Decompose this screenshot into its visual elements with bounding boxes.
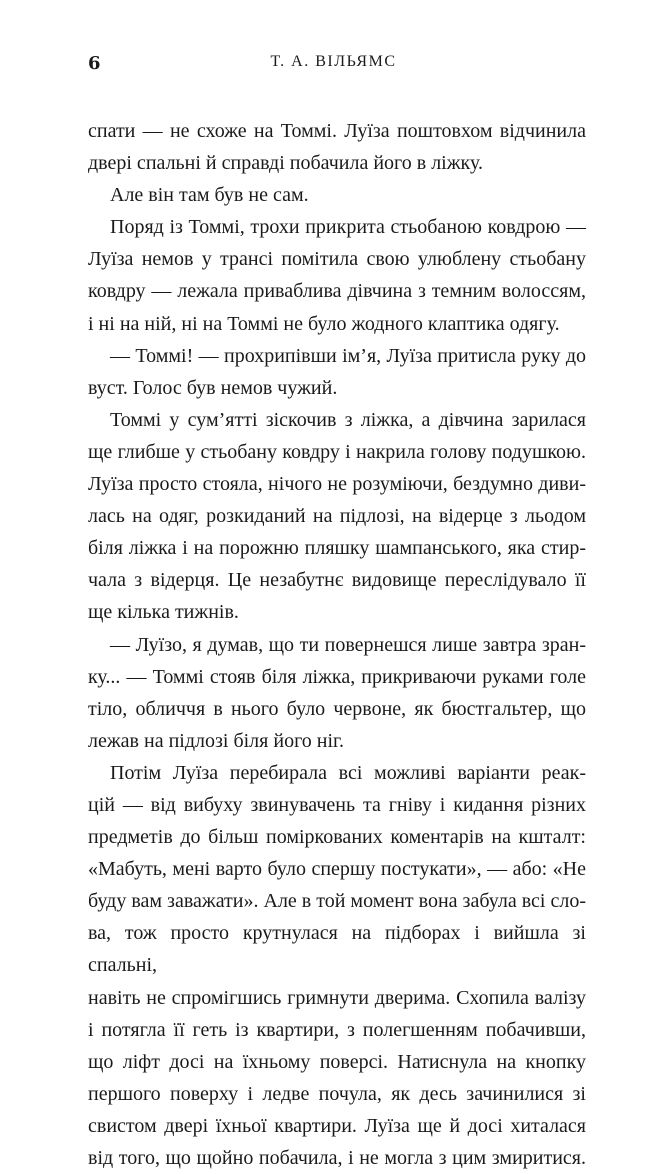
text-line: першого поверху і ледве почула, як десь зачинилися зі (88, 1082, 586, 1105)
text-line: біля ліжка і на порожню пляшку шампанського, яка стир- (88, 537, 586, 560)
text-line: двері спальні й справді побачила його в ліжку. (88, 152, 483, 175)
body-text (88, 115, 586, 1174)
text-line: — Луїзо, я думав, що ти повернешся лише завтра зран- (110, 633, 586, 656)
page-header (88, 53, 579, 79)
text-line: Потім Луїза перебирала всі можливі варіанти реак- (110, 761, 586, 784)
text-line: Луїза немов у трансі помітила свою улюблену стьобану (88, 248, 586, 271)
text-line: «Мабуть, мені варто було спершу постукати», — або: «Не (88, 858, 586, 881)
text-line: чала з відерця. Це незабутнє видовище переслідувало її (88, 569, 586, 592)
text-line: навіть не спромігшись гримнути дверима. Схопила валізу (88, 986, 586, 1009)
text-line: від того, що щойно побачила, і не могла з цим змиритися. (88, 1147, 586, 1169)
text-line: ку... — Томмі стояв біля ліжка, прикриваючи руками голе (88, 665, 586, 688)
text-line: лежав на підлозі біля його ніг. (88, 729, 344, 752)
text-line: тіло, обличчя в нього було червоне, як бюстгальтер, що (88, 697, 586, 720)
text-line: — Томмі! — прохрипівши ім’я, Луїза притисла руку до (110, 344, 586, 367)
text-line: Поряд із Томмі, трохи прикрита стьобаною ковдрою — (110, 216, 586, 239)
text-line: предметів до більш поміркованих коментарів на кшталт: (88, 826, 586, 849)
text-line: ковдру — лежала приваблива дівчина з темним волоссям, (88, 280, 586, 303)
text-line: Луїза просто стояла, нічого не розуміючи, бездумно диви- (88, 473, 586, 496)
running-head: Т. А. ВІЛЬЯМС (270, 53, 397, 70)
page-number: 6 (88, 53, 101, 74)
text-line: цій — від вибуху звинувачень та гніву і кидання різних (88, 793, 586, 816)
text-line: Але він там був не сам. (110, 184, 309, 207)
text-line: що ліфт досі на їхньому поверсі. Натиснула на кнопку (88, 1050, 586, 1073)
text-line: ще кілька тижнів. (88, 601, 239, 624)
text-line: і потягла її геть із квартири, з полегшенням побачивши, (88, 1018, 586, 1041)
text-line: вуст. Голос був немов чужий. (88, 376, 338, 399)
text-line: Томмі у сум’ятті зіскочив з ліжка, а дівчина зарилася (110, 408, 586, 431)
text-line: і ні на ній, ні на Томмі не було жодного клаптика одягу. (88, 312, 560, 335)
text-line: ва, тож просто крутнулася на підборах і вийшла зі спальні, (88, 922, 586, 977)
text-line: лась на одяг, розкиданий на підлозі, на відерце з льодом (88, 505, 586, 528)
text-line: спати — не схоже на Томмі. Луїза поштовхом відчинила (88, 120, 586, 142)
text-line: ще глибше у стьобану ковдру і накрила голову подушкою. (88, 440, 586, 463)
text-line: свистом двері їхньої квартири. Луїза ще й досі хиталася (88, 1114, 586, 1137)
text-line: буду вам заважати». Але в той момент вона забула всі сло- (88, 890, 587, 913)
